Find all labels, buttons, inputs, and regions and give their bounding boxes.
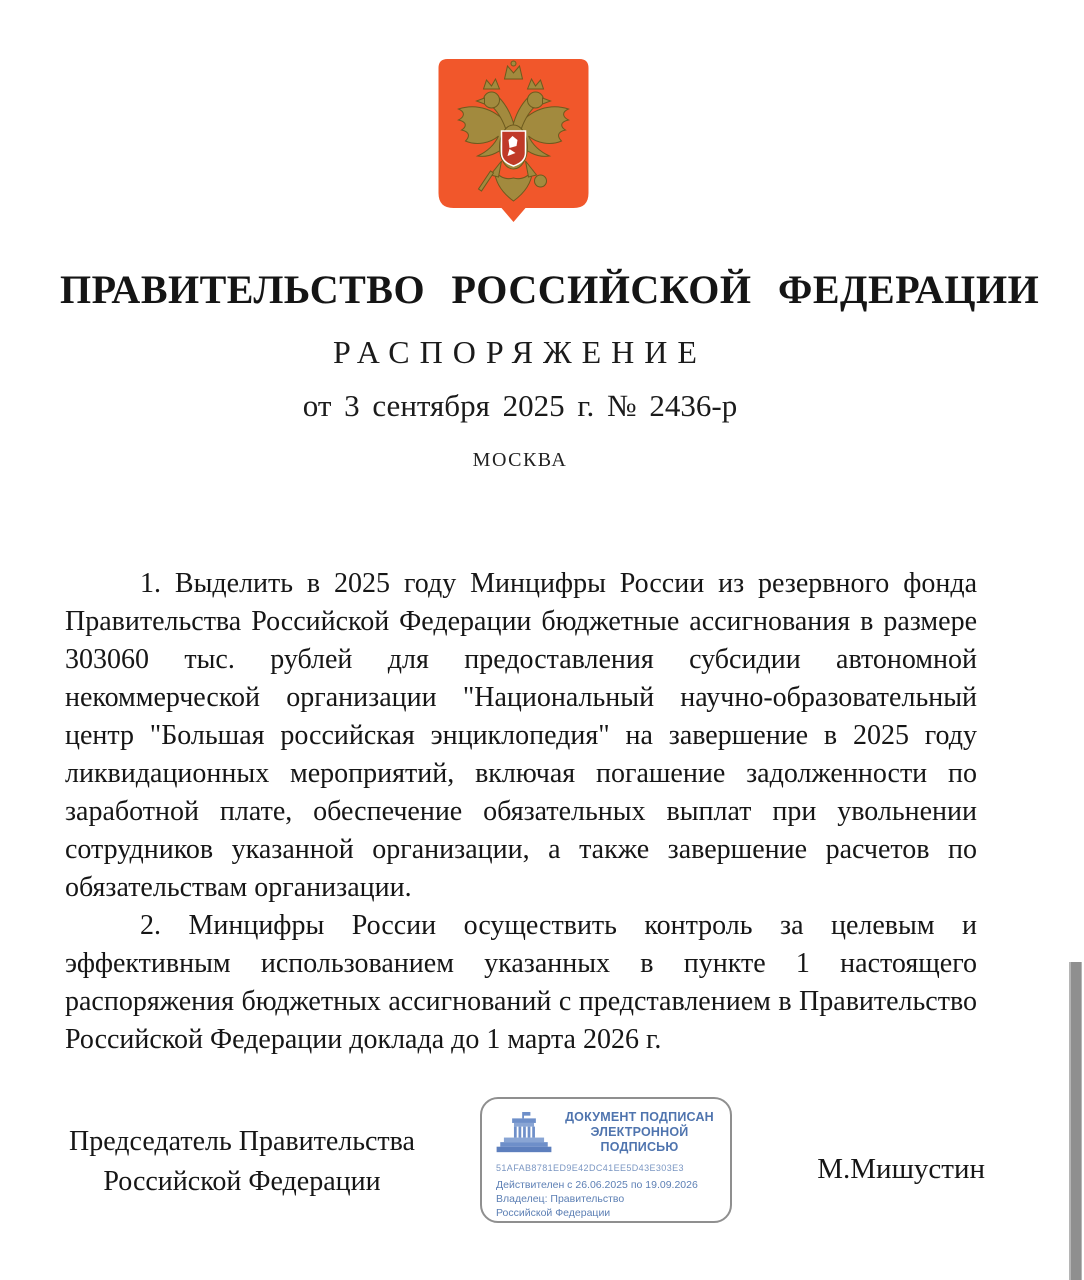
document-body [65,565,977,1059]
scrollbar-thumb[interactable] [1069,962,1082,1280]
government-building-icon [496,1112,552,1154]
signer-title-line2: Российской Федерации [103,1166,381,1197]
signer-title-line1: Председатель Правительства [69,1126,415,1157]
certificate-owner: Владелец: Правительство Российской Федерации [496,1193,625,1219]
document-type-heading: РАСПОРЯЖЕНИЕ [333,334,707,370]
signer-name: М.Мишустин [817,1153,985,1185]
certificate-validity: Действителен с 26.06.2025 по 19.09.2026 [496,1179,698,1191]
certificate-number: 51AFAB8781ED9E42DC41EE5D43E303E3 [496,1163,684,1173]
electronic-signature-stamp [480,1097,732,1223]
coat-of-arms-icon [435,59,592,231]
document-city: МОСКВА [472,449,568,471]
page-title: ПРАВИТЕЛЬСТВО РОССИЙСКОЙ ФЕДЕРАЦИИ [60,267,1040,312]
stamp-title [561,1110,718,1155]
signer-title [62,1122,422,1202]
document-date-number: от 3 сентября 2025 г. № 2436-р [302,388,738,423]
paragraph-2: 2. Минцифры России осуществить контроль за целевым и эффективным использованием указанных в пункте 1 настоящего распоряжения бюджетных ассигнований с представлением в Правительство Российской Федерации доклада до 1 марта 2026 г. [65,910,977,1055]
stamp-title-line1: ДОКУМЕНТ ПОДПИСАН [565,1110,714,1124]
paragraph-1: 1. Выделить в 2025 году Минцифры России из резервного фонда Правительства Российской Федерации бюджетные ассигнования в размере 303060 тыс. рублей для предоставления субсидии автономной некоммерческой организации "Национальный научно-образовательный центр "Большая российская энциклопедия" на завершение в 2025 году ликвидационных мероприятий, включая погашение задолженности по заработной плате, обеспечение обязательных выплат при увольнении сотрудников указанной организации, а также завершение расчетов по обязательствам организации. [65,568,977,903]
stamp-title-line2: ЭЛЕКТРОННОЙ ПОДПИСЬЮ [590,1125,689,1154]
stamp-header [496,1110,718,1155]
